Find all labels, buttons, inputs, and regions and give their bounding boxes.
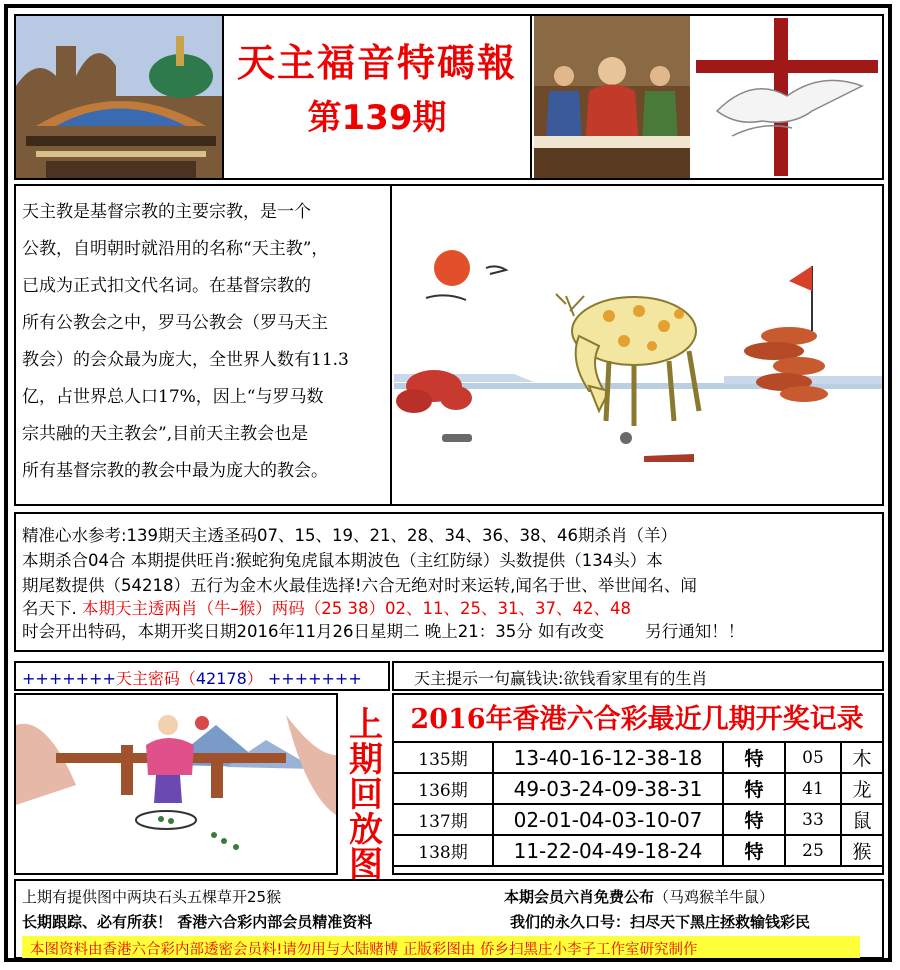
secret-plus-left: +++++++ [22, 669, 116, 688]
intro-line-7: 宗共融的天主教会”,目前天主教会也是 [22, 424, 309, 444]
info-hot-picks: 本期天主透两肖（牛–猴）两码（25 38）02、11、25、31、37、42、48 [82, 599, 631, 618]
intro-line-4: 所有公教会之中，罗马公教会（罗马天主 [22, 313, 328, 333]
result-element: 龙 [840, 772, 884, 805]
info-line-5 [22, 618, 744, 642]
cross-dove-image [692, 16, 882, 178]
secret-plus-right: +++++++ [267, 669, 362, 688]
footer-line-2-left: 长期跟踪、必有所获！ 香港六合彩内部会员精准资料 [22, 913, 373, 931]
footer-free-picks-label: 本期会员六肖免费公布 [504, 888, 655, 906]
secret-code-value: 42178 [195, 669, 247, 688]
replay-label-4: 放 [349, 810, 383, 850]
intro-line-1: 天主教是基督宗教的主要宗教，是一个 [22, 202, 311, 222]
result-period: 136期 [392, 772, 494, 805]
intro-line-2: 公教，自明朝时就沿用的名称“天主教”， [22, 239, 329, 259]
footer-line-1-left: 上期有提供图中两块石头五棵草开25猴 [22, 888, 282, 906]
result-period: 135期 [392, 741, 494, 774]
deer-illustration [394, 186, 882, 504]
result-special-label: 特 [722, 803, 786, 836]
secret-close: ） [246, 669, 263, 688]
intro-line-8: 所有基督宗教的教会中最为庞大的教会。 [22, 461, 328, 481]
results-title: 2016年香港六合彩最近几期开奖记录 [410, 704, 864, 735]
result-special-label: 特 [722, 741, 786, 774]
issue-number: 第139期 [307, 98, 447, 138]
result-period: 137期 [392, 803, 494, 836]
result-special: 33 [784, 803, 842, 836]
info-line-5-text: 时会开出特码，本期开奖日期2016年11月26日星期二 晚上21：35分 如有改变 [22, 622, 604, 641]
header-divider-2 [530, 14, 532, 180]
hint-text: 天主提示一句赢钱诀:欲钱看家里有的生肖 [414, 669, 708, 688]
replay-label-3: 回 [349, 775, 383, 815]
intro-divider [390, 184, 392, 506]
result-special: 25 [784, 834, 842, 867]
result-numbers: 13-40-16-12-38-18 [492, 741, 724, 774]
result-special: 05 [784, 741, 842, 774]
intro-line-3: 已成为正式扣文代名词。在基督宗教的 [22, 276, 311, 296]
intro-line-6: 亿，占世界总人口17%，因上“与罗马数 [22, 387, 324, 407]
replay-label-1: 上 [349, 705, 383, 745]
info-line-5-notice: 另行通知！！ [645, 622, 745, 641]
result-period: 138期 [392, 834, 494, 867]
footer-line-1-right [504, 886, 774, 907]
header-divider-1 [222, 14, 224, 180]
result-numbers: 49-03-24-09-38-31 [492, 772, 724, 805]
result-numbers: 02-01-04-03-10-07 [492, 803, 724, 836]
info-line-4-text: 名天下. [22, 599, 77, 618]
info-line-1: 精准心水参考:139期天主透圣码07、15、19、21、28、34、36、38、46期杀肖（羊） [22, 526, 678, 545]
replay-label-2: 期 [349, 740, 383, 780]
result-element: 猴 [840, 834, 884, 867]
page-title: 天主福音特碼報 [236, 41, 517, 85]
info-line-4 [22, 595, 631, 619]
intro-line-5: 教会）的会众最为庞大，全世界人数有11.3 [22, 350, 349, 370]
replay-illustration [16, 695, 336, 873]
result-element: 木 [840, 741, 884, 774]
footer-free-picks: （马鸡猴羊牛鼠） [654, 888, 775, 906]
footer-line-2-right: 我们的永久口号：扫尽天下黑庄拯救输钱彩民 [510, 913, 811, 931]
replay-label-5: 图 [349, 845, 383, 885]
secret-label: 天主密码（ [115, 669, 196, 688]
cathedral-image [16, 16, 222, 178]
info-line-3: 期尾数提供（54218）五行为金木火最佳选择!六合无绝对时来运转,闻名于世、举世闻名、闻 [22, 576, 697, 595]
result-special: 41 [784, 772, 842, 805]
info-line-2: 本期杀合04合 本期提供旺肖:猴蛇狗兔虎鼠本期波色（主红防绿）头数提供（134头）本 [22, 551, 663, 570]
secret-code [22, 666, 362, 689]
last-supper-image [534, 16, 690, 178]
result-element: 鼠 [840, 803, 884, 836]
result-numbers: 11-22-04-49-18-24 [492, 834, 724, 867]
result-special-label: 特 [722, 834, 786, 867]
footer-line-3: 本图资料由香港六合彩内部透密会员料!请勿用与大陆赌博 正版彩图由 侨乡扫黑庄小李子工作室研究制作 [30, 942, 698, 958]
result-special-label: 特 [722, 772, 786, 805]
